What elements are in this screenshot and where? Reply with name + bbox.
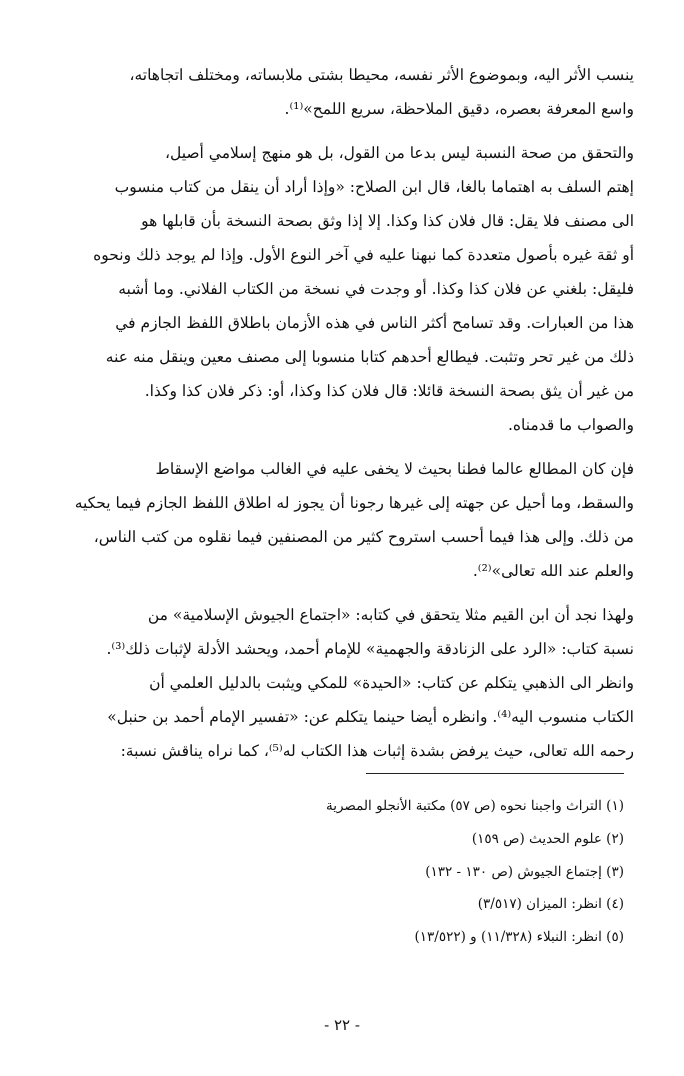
footnote-3: (٣) إجتماع الجيوش (ص ١٣٠ - ١٣٢) bbox=[425, 864, 624, 880]
text-line: والصواب ما قدمناه. bbox=[507, 416, 634, 434]
paragraph-gap bbox=[60, 588, 634, 598]
footnote-4: (٤) انظر: الميزان (٣/٥١٧) bbox=[477, 896, 624, 912]
text-line: والسقط، وما أحيل عن جهته إلى غيرها رجونا أن يجوز له اطلاق اللفظ الجازم فيما يحكيه bbox=[74, 494, 634, 512]
page-number: - ٢٢ - bbox=[324, 1016, 360, 1034]
text-line: وانظر الى الذهبي يتكلم عن كتاب: «الحيدة» للمكي ويثبت بالدليل العلمي أن bbox=[149, 674, 634, 692]
text-line: الكتاب منسوب اليه⁽⁴⁾. وانظره أيضا حينما يتكلم عن: «تفسير الإمام أحمد بن حنبل» bbox=[107, 708, 634, 726]
text-line: واسع المعرفة بعصره، دقيق الملاحظة، سريع اللمح»⁽¹⁾. bbox=[284, 100, 634, 118]
footnote-divider bbox=[366, 773, 624, 774]
text-line: من غير أن يثق بصحة النسخة قائلا: قال فلان كذا وكذا، أو: ذكر فلان كذا وكذا. bbox=[144, 382, 634, 400]
text-line: من ذلك. وإلى هذا فيما أحسب استروح كثير من المصنفين فيما نقلوه من كتب الناس، bbox=[93, 528, 634, 546]
paragraph-gap bbox=[60, 442, 634, 452]
footnote-5: (٥) انظر: النبلاء (١١/٣٢٨) و (١٣/٥٢٢) bbox=[414, 929, 624, 945]
text-line: والتحقق من صحة النسبة ليس بدعا من القول، بل هو منهج إسلامي أصيل، bbox=[164, 144, 634, 162]
text-line: ينسب الأثر اليه، وبموضوع الأثر نفسه، محيطا بشتى ملابساته، ومختلف اتجاهاته، bbox=[129, 66, 634, 84]
footnote-2: (٢) علوم الحديث (ص ١٥٩) bbox=[471, 831, 624, 847]
paragraph-gap bbox=[60, 126, 634, 136]
text-line: هذا من العبارات. وقد تسامح أكثر الناس في هذه الأزمان باطلاق اللفظ الجازم في bbox=[115, 314, 634, 332]
text-line: والعلم عند الله تعالى»⁽²⁾. bbox=[472, 562, 634, 580]
body-text bbox=[60, 58, 634, 768]
text-line: فليقل: بلغني عن فلان كذا وكذا. أو وجدت في نسخة من الكتاب الفلاني. وما أشبه bbox=[118, 280, 634, 298]
text-line: ولهذا نجد أن ابن القيم مثلا يتحقق في كتابه: «اجتماع الجيوش الإسلامية» من bbox=[147, 606, 634, 624]
text-line: رحمه الله تعالى، حيث يرفض بشدة إثبات هذا الكتاب له⁽⁵⁾، كما نراه يناقش نسبة: bbox=[120, 742, 634, 760]
footnote-1: (١) التراث واجبنا نحوه (ص ٥٧) مكتبة الأنجلو المصرية bbox=[325, 798, 624, 814]
text-line: أو ثقة غيره بأصول متعددة كما نبهنا عليه في آخر النوع الأول. وإذا لم يوجد ذلك ونحوه bbox=[93, 246, 634, 264]
text-line: نسبة كتاب: «الرد على الزنادقة والجهمية» للإمام أحمد، ويحشد الأدلة لإثبات ذلك⁽³⁾. bbox=[106, 640, 634, 658]
text-line: الى مصنف فلا يقل: قال فلان كذا وكذا. إلا إذا وثق بصحة النسخة بأن قابلها هو bbox=[141, 212, 634, 230]
text-line: ذلك من غير تحر وتثبت. فيطالع أحدهم كتابا منسوبا إلى مصنف معين وينقل منه عنه bbox=[105, 348, 634, 366]
text-line: إهتم السلف به اهتماما بالغا، قال ابن الصلاح: «وإذا أراد أن ينقل من كتاب منسوب bbox=[114, 178, 634, 196]
text-line: فإن كان المطالع عالما فطنا بحيث لا يخفى عليه في الغالب مواضع الإسقاط bbox=[155, 460, 634, 478]
